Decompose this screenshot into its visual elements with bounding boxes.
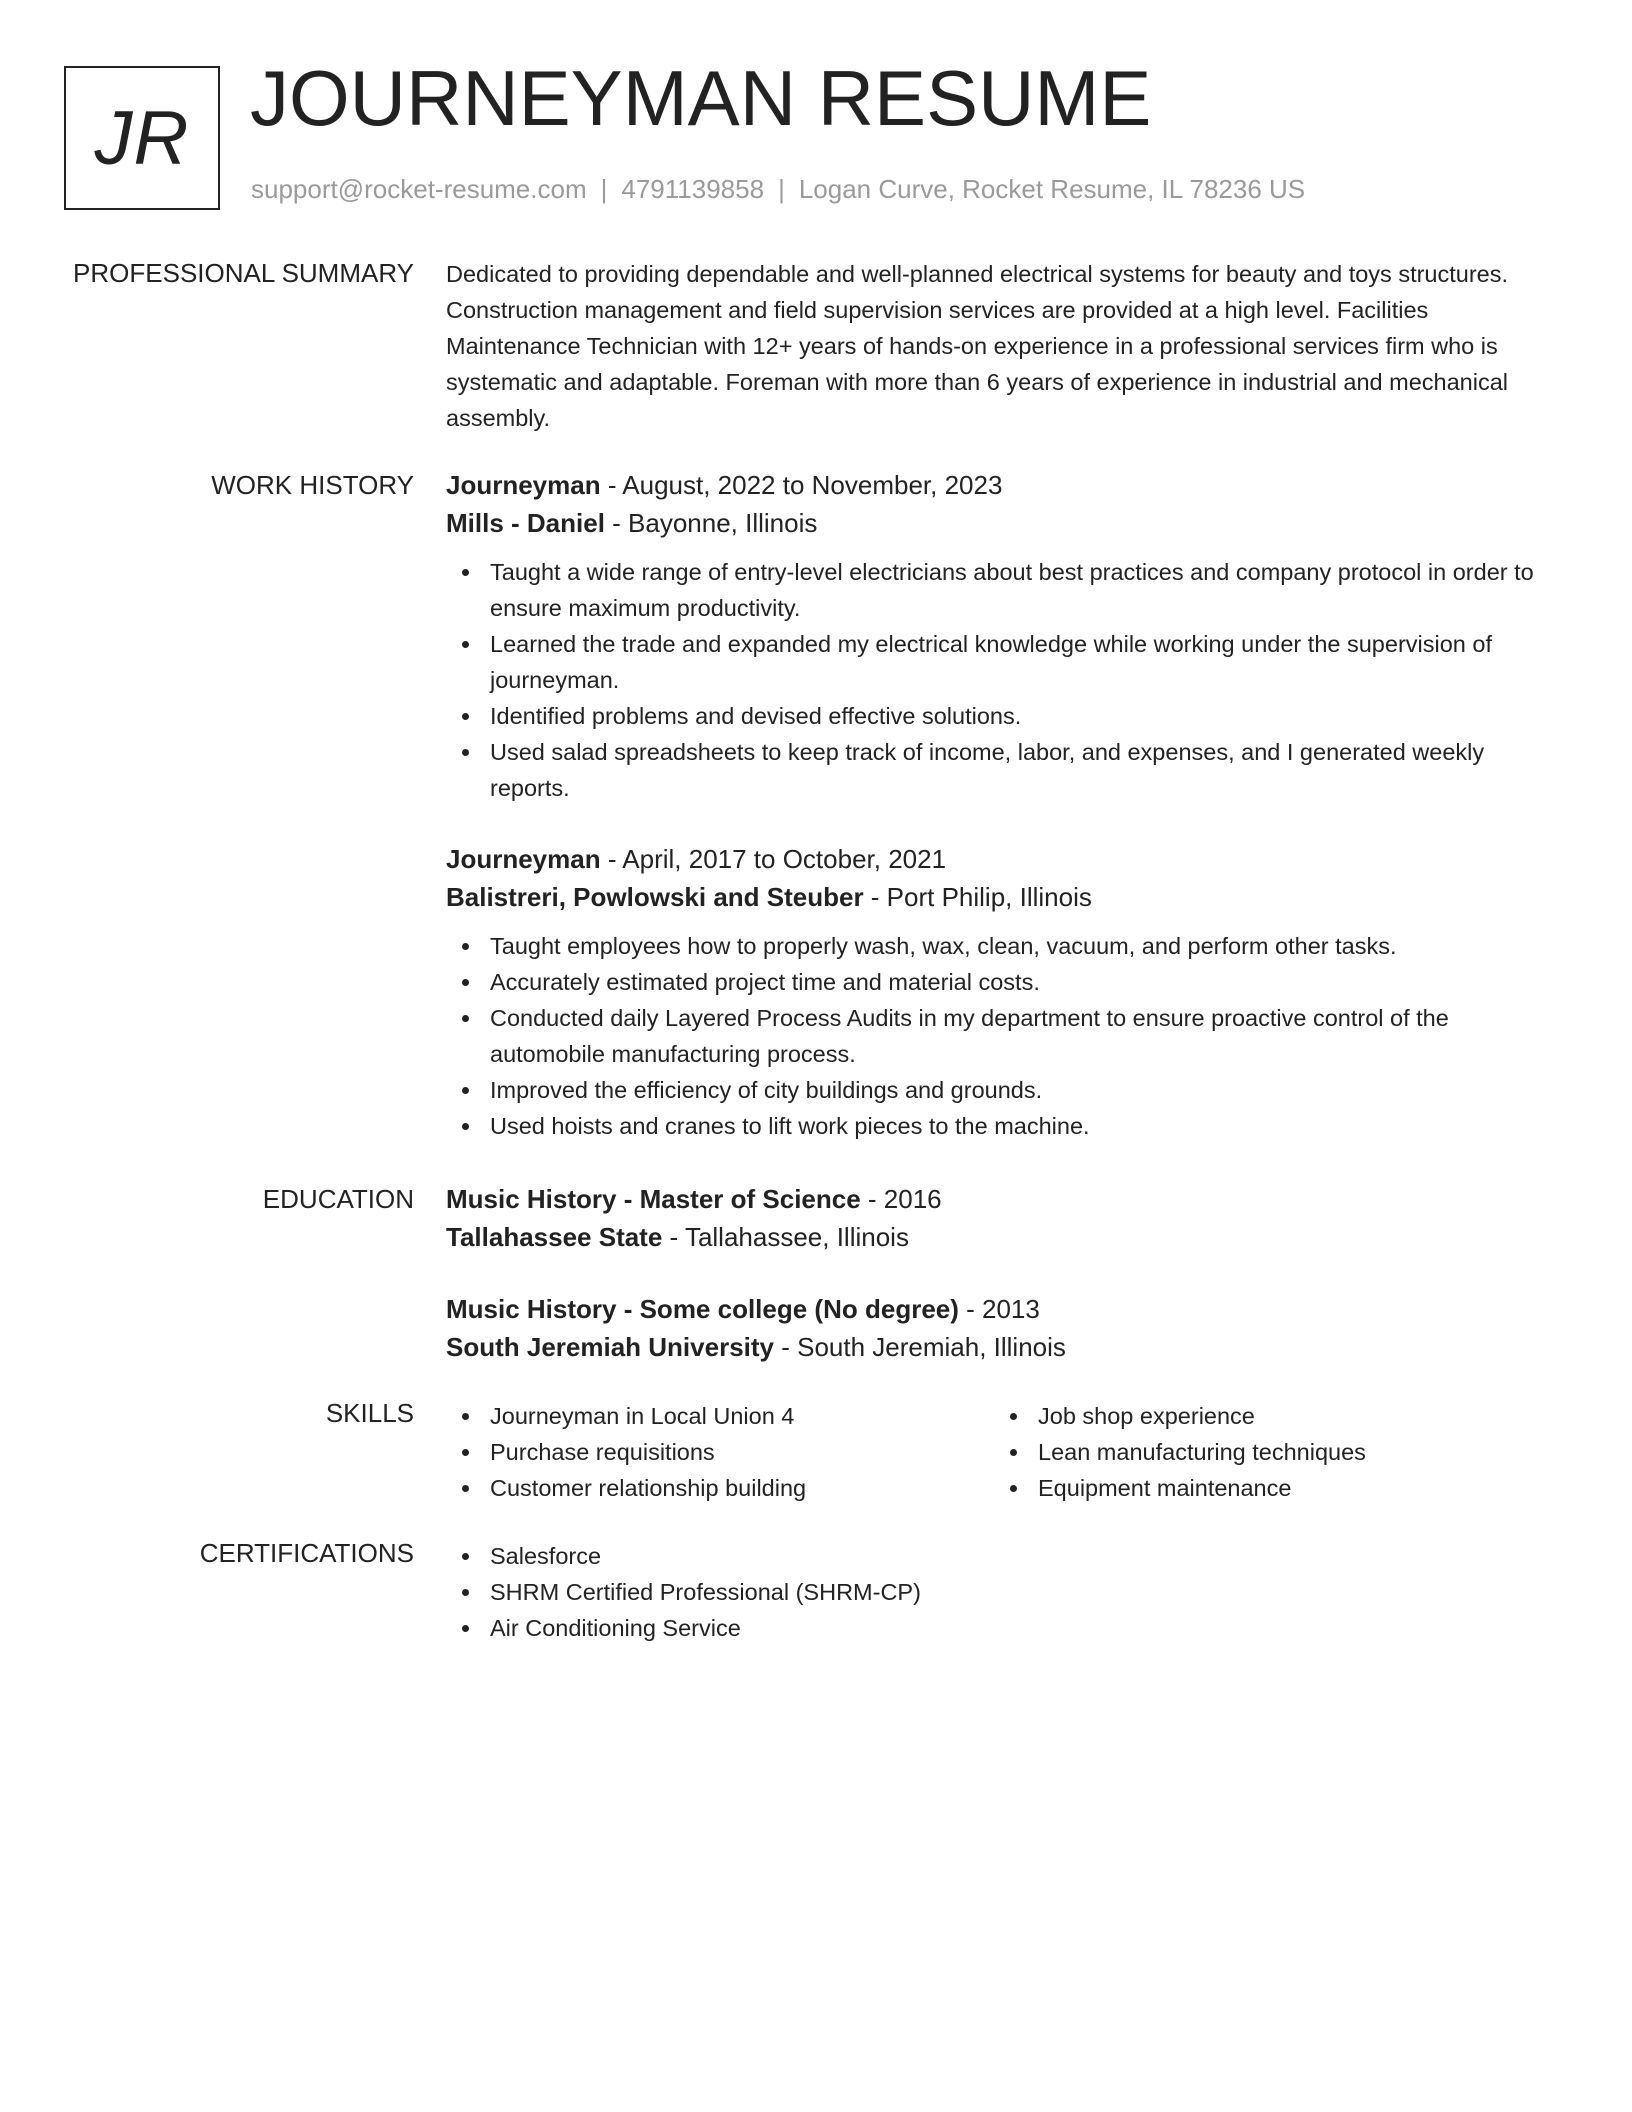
skill-item: Purchase requisitions bbox=[446, 1434, 994, 1470]
contact-line bbox=[251, 174, 1305, 205]
job-bullets bbox=[446, 554, 1566, 806]
education-school-line bbox=[446, 1218, 1566, 1256]
education-location: - Tallahassee, Illinois bbox=[662, 1222, 909, 1252]
work-history-heading: WORK HISTORY bbox=[211, 470, 414, 500]
job-location: - Bayonne, Illinois bbox=[604, 508, 818, 538]
job-title: Journeyman bbox=[446, 844, 601, 874]
certifications-body bbox=[446, 1538, 1566, 1646]
education-body bbox=[446, 1180, 1566, 1366]
contact-address: Logan Curve, Rocket Resume, IL 78236 US bbox=[798, 174, 1306, 204]
job-bullet: Learned the trade and expanded my electrical knowledge while working under the supervision of journeyman. bbox=[446, 626, 1566, 698]
job-company: Balistreri, Powlowski and Steuber bbox=[446, 882, 864, 912]
contact-email: support@rocket-resume.com bbox=[251, 174, 587, 204]
skill-item: Equipment maintenance bbox=[994, 1470, 1542, 1506]
education-school: Tallahassee State bbox=[446, 1222, 663, 1252]
job-bullet: Taught employees how to properly wash, wax, clean, vacuum, and perform other tasks. bbox=[446, 928, 1566, 964]
education-entry bbox=[446, 1180, 1566, 1256]
certification-item: SHRM Certified Professional (SHRM-CP) bbox=[446, 1574, 1566, 1610]
skills-body bbox=[446, 1398, 1566, 1506]
skill-item: Customer relationship building bbox=[446, 1470, 994, 1506]
job-title: Journeyman bbox=[446, 470, 601, 500]
skill-item: Journeyman in Local Union 4 bbox=[446, 1398, 994, 1434]
job-company-line bbox=[446, 878, 1566, 916]
job-title-line bbox=[446, 466, 1566, 504]
monogram-box bbox=[64, 66, 220, 210]
job-company-line bbox=[446, 504, 1566, 542]
job-bullet: Used hoists and cranes to lift work pieces to the machine. bbox=[446, 1108, 1566, 1144]
job-entry bbox=[446, 466, 1566, 806]
skills-column-right bbox=[994, 1398, 1542, 1506]
monogram-initials: JR bbox=[94, 95, 190, 181]
job-bullet: Improved the efficiency of city buildings and grounds. bbox=[446, 1072, 1566, 1108]
education-heading: EDUCATION bbox=[262, 1184, 414, 1214]
contact-separator: | bbox=[778, 174, 785, 204]
job-dates: - April, 2017 to October, 2021 bbox=[600, 844, 947, 874]
job-company: Mills - Daniel bbox=[446, 508, 605, 538]
education-degree: Music History - Some college (No degree) bbox=[446, 1294, 959, 1324]
education-year: - 2013 bbox=[958, 1294, 1040, 1324]
contact-separator: | bbox=[600, 174, 608, 204]
job-bullet: Used salad spreadsheets to keep track of income, labor, and expenses, and I generated weekly reports. bbox=[446, 734, 1566, 806]
education-degree-line bbox=[446, 1180, 1566, 1218]
education-school: South Jeremiah University bbox=[446, 1332, 774, 1362]
certification-item: Air Conditioning Service bbox=[446, 1610, 1566, 1646]
skills-heading: SKILLS bbox=[325, 1398, 414, 1428]
certifications-heading: CERTIFICATIONS bbox=[199, 1538, 414, 1568]
job-location: - Port Philip, Illinois bbox=[863, 882, 1092, 912]
contact-phone: 4791139858 bbox=[621, 174, 765, 204]
job-bullet: Accurately estimated project time and material costs. bbox=[446, 964, 1566, 1000]
job-dates: - August, 2022 to November, 2023 bbox=[600, 470, 1003, 500]
job-bullet: Conducted daily Layered Process Audits in my department to ensure proactive control of the automobile manufacturing process. bbox=[446, 1000, 1566, 1072]
job-title-line bbox=[446, 840, 1566, 878]
skill-item: Job shop experience bbox=[994, 1398, 1542, 1434]
summary-text: Dedicated to providing dependable and well-planned electrical systems for beauty and toys structures. Construction management and field supervision services are provided at a high level. Facilities Maintenance Technician with 12+ years of hands-on experience in a professional services firm who is systematic and adaptable. Foreman with more than 6 years of experience in industrial and mechanical assembly. bbox=[446, 261, 1509, 431]
skill-item: Lean manufacturing techniques bbox=[994, 1434, 1542, 1470]
certifications-list bbox=[446, 1538, 1566, 1646]
education-school-line bbox=[446, 1328, 1566, 1366]
job-entry bbox=[446, 840, 1566, 1144]
education-degree-line bbox=[446, 1290, 1566, 1328]
education-degree: Music History - Master of Science bbox=[446, 1184, 861, 1214]
resume-name: JOURNEYMAN RESUME bbox=[250, 54, 1152, 142]
skills-column-left bbox=[446, 1398, 994, 1506]
job-bullet: Identified problems and devised effective solutions. bbox=[446, 698, 1566, 734]
certification-item: Salesforce bbox=[446, 1538, 1566, 1574]
education-year: - 2016 bbox=[860, 1184, 942, 1214]
summary-heading: PROFESSIONAL SUMMARY bbox=[73, 258, 414, 288]
education-entry bbox=[446, 1290, 1566, 1366]
job-bullet: Taught a wide range of entry-level electricians about best practices and company protocol in order to ensure maximum productivity. bbox=[446, 554, 1566, 626]
job-bullets bbox=[446, 928, 1566, 1144]
work-history-body bbox=[446, 466, 1566, 1144]
education-location: - South Jeremiah, Illinois bbox=[774, 1332, 1066, 1362]
